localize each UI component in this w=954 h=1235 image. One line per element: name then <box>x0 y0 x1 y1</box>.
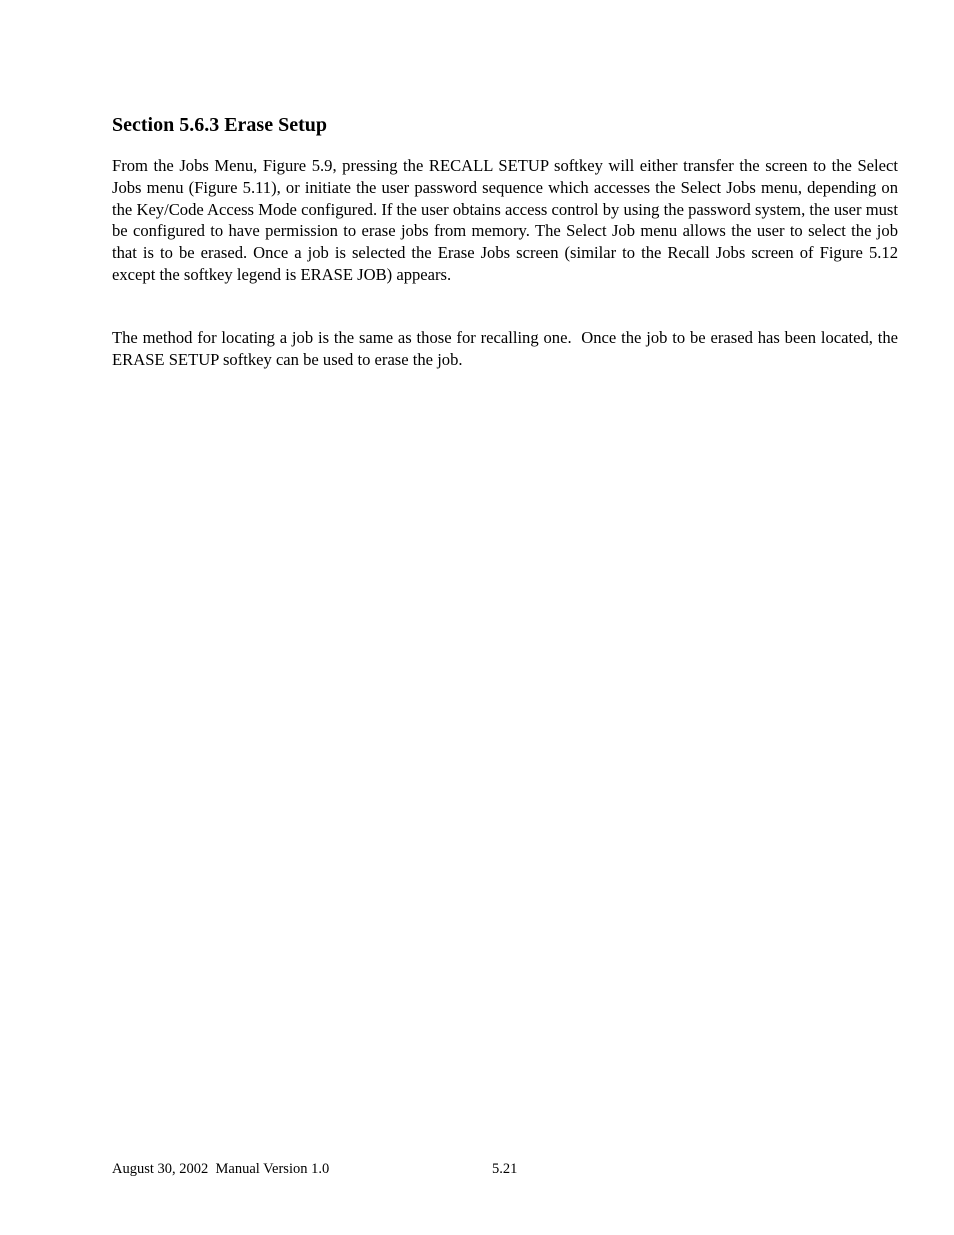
footer-page-number: 5.21 <box>492 1161 518 1177</box>
body-paragraph-1: From the Jobs Menu, Figure 5.9, pressing the RECALL SETUP softkey will either transfer the screen to the Select Jobs menu (Figure 5.11), or initiate the user password sequence which accesses the Select Jobs menu, depending on the Key/Code Access Mode configured. If the user obtains access control by using the password system, the user must be configured to have permission to erase jobs from memory. The Select Job menu allows the user to select the job that is to be erased. Once a job is selected the Erase Jobs screen (similar to the Recall Jobs screen of Figure 5.12 except the softkey legend is ERASE JOB) appears. <box>112 156 903 284</box>
section-heading: Section 5.6.3 Erase Setup <box>112 114 327 136</box>
footer-date-version: August 30, 2002 Manual Version 1.0 <box>112 1161 330 1177</box>
body-paragraph-2: The method for locating a job is the same as those for recalling one. Once the job to be erased has been located, the ERASE SETUP softkey can be used to erase the job. <box>112 328 903 369</box>
